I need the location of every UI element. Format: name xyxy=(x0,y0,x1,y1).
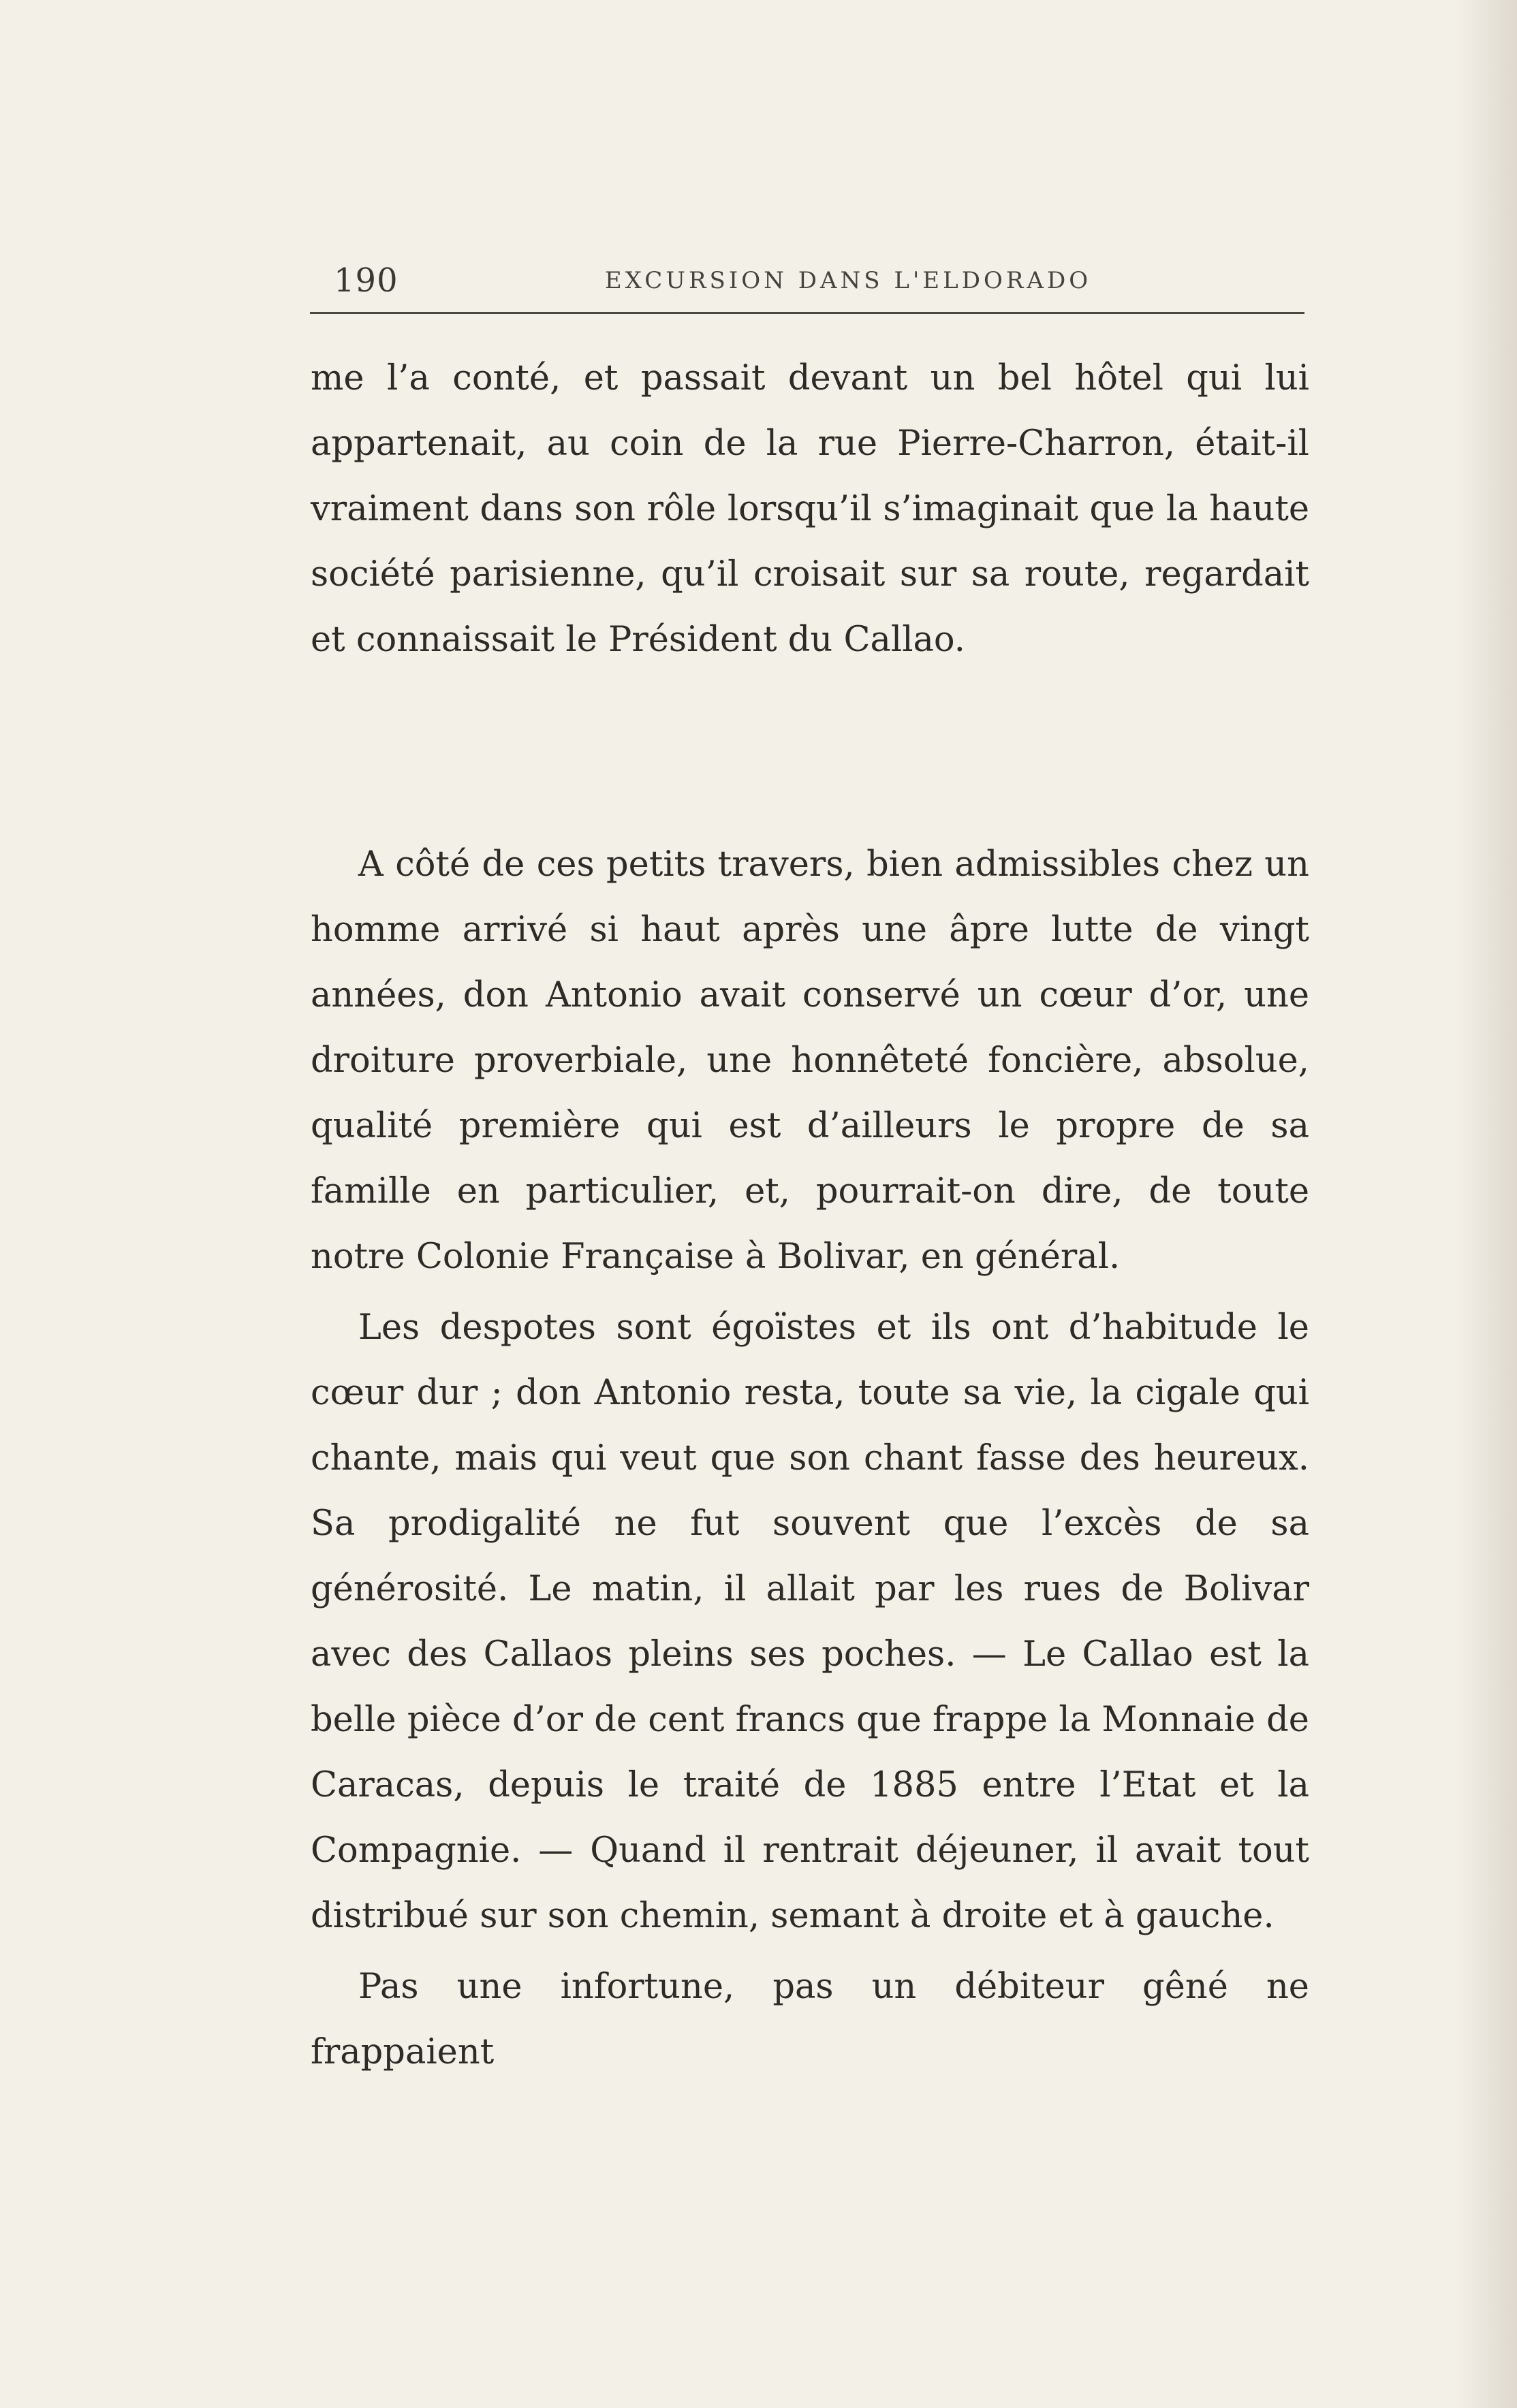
page-edge-shadow xyxy=(1456,0,1517,2408)
running-title: EXCURSION DANS L'ELDORADO xyxy=(604,267,1092,294)
paragraph: Les despotes sont égoïstes et ils ont d’habitude le cœur dur ; don Antonio resta, toute sa vie, la cigale qui chante, mais qui veut que son chant fasse des heureux. Sa prodigalité ne fut souvent que l’excès de sa générosité. Le matin, il allait par les rues de Bolivar avec des Callaos pleins ses poches. — Le Callao est la belle pièce d’or de cent francs que frappe la Monnaie de Caracas, depuis le traité de 1885 entre l’Etat et la Compagnie. — Quand il rentrait déjeuner, il avait tout distribué sur son chemin, semant à droite et à gauche. xyxy=(311,1308,1309,1936)
paragraph: A côté de ces petits travers, bien admissibles chez un homme arrivé si haut après une âpre lutte de vingt années, don Antonio avait conservé un cœur d’or, une droiture proverbiale, une honnêteté foncière, absolue, qualité première qui est d’ailleurs le propre de sa famille en particulier, et, pourrait-on dire, de toute notre Colonie Française à Bolivar, en général. xyxy=(311,844,1309,1277)
paragraph-continued: me l’a conté, et passait devant un bel hôtel qui lui appartenait, au coin de la rue Pierre-Charron, était-il vraiment dans son rôle lorsqu’il s’imaginait que la haute société parisienne, qu’il croisait sur sa route, regardait et connaissait le Président du Callao. xyxy=(311,358,1309,660)
header-rule xyxy=(310,312,1304,314)
paragraph: Pas une infortune, pas un débiteur gêné ne frappaient xyxy=(311,1967,1309,2072)
text-block-main xyxy=(311,832,1309,2085)
running-header xyxy=(310,257,1304,305)
text-block-top xyxy=(311,346,1309,673)
page-number: 190 xyxy=(334,262,398,300)
